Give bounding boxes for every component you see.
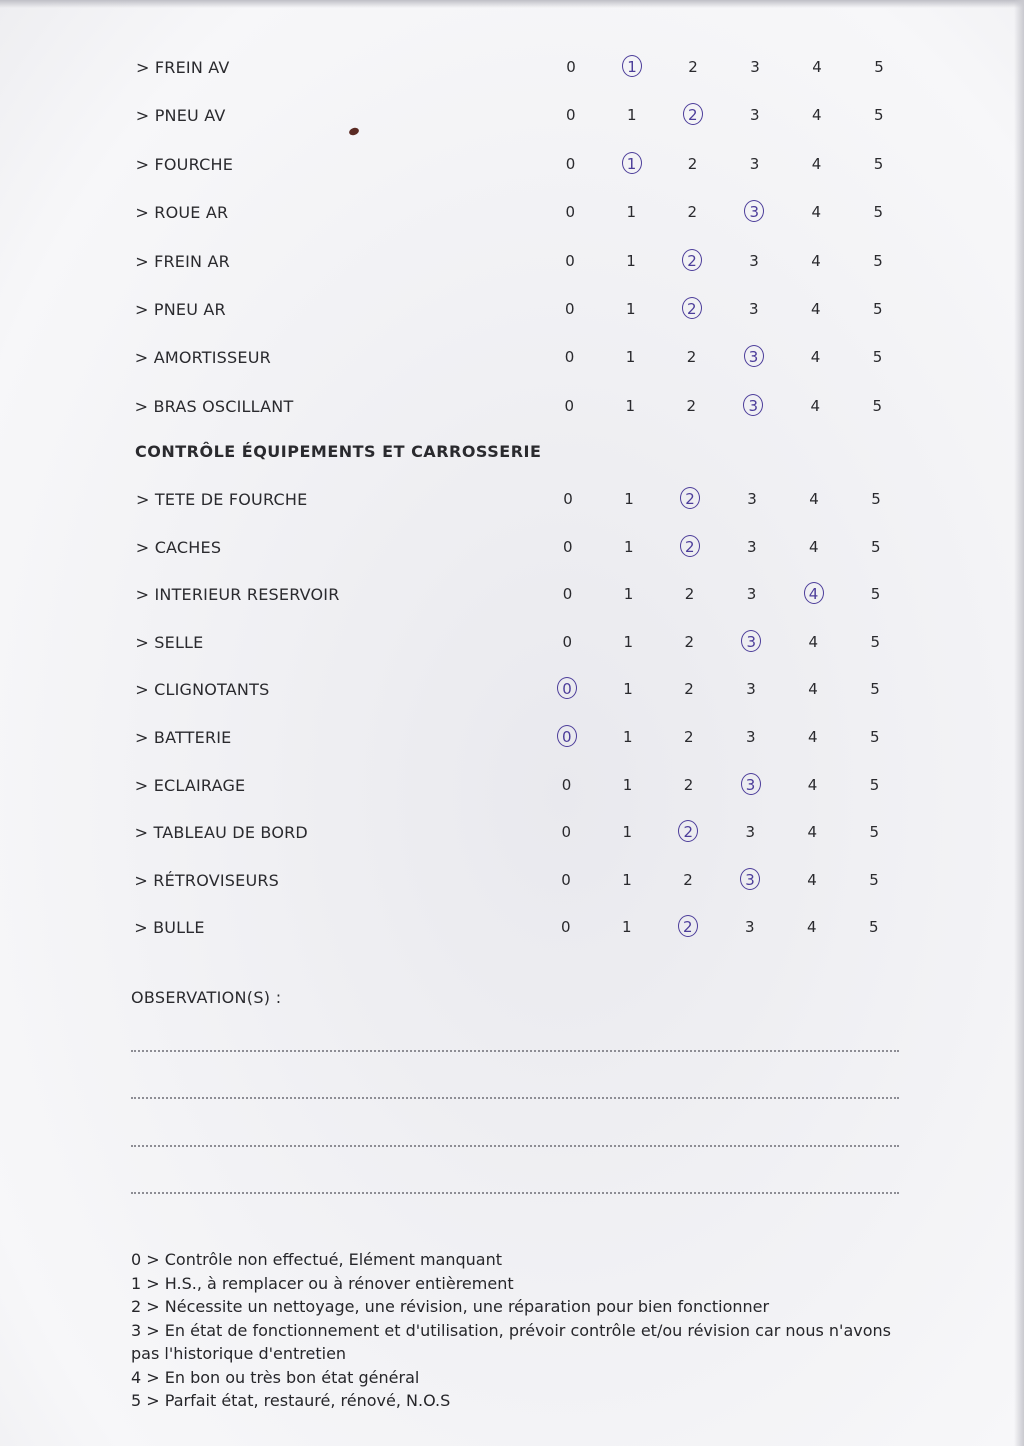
checklist-row: [0, 676, 1024, 704]
score-option[interactable]: 3: [745, 823, 756, 842]
score-option[interactable]: 1: [622, 728, 633, 746]
score-option[interactable]: 0: [561, 728, 572, 746]
checklist-row: [0, 819, 1024, 847]
legend-item: 1 > H.S., à remplacer ou à rénover entièrement: [131, 1273, 514, 1293]
score-option[interactable]: 4: [811, 251, 821, 270]
checklist-item-label: > CLIGNOTANTS: [135, 680, 270, 700]
score-option[interactable]: 5: [874, 58, 884, 76]
score-option[interactable]: 1: [627, 58, 637, 76]
score-option[interactable]: 2: [683, 775, 694, 794]
score-option[interactable]: 2: [684, 585, 695, 604]
score-option[interactable]: 1: [623, 537, 634, 556]
score-option[interactable]: 0: [562, 680, 572, 699]
score-option[interactable]: 4: [807, 775, 818, 794]
checklist-row: [0, 772, 1024, 800]
score-option[interactable]: 2: [684, 680, 694, 699]
score-option[interactable]: 4: [811, 154, 822, 173]
checklist-item-label: > BRAS OSCILLANT: [134, 396, 294, 416]
score-option[interactable]: 1: [626, 154, 637, 173]
score-option[interactable]: 3: [745, 870, 755, 889]
score-option[interactable]: 4: [810, 348, 821, 367]
score-option[interactable]: 3: [745, 728, 756, 746]
rating-legend: [131, 1248, 891, 1413]
score-option[interactable]: 3: [746, 680, 756, 699]
score-option[interactable]: 4: [808, 632, 819, 651]
score-option[interactable]: 3: [749, 106, 760, 125]
score-option[interactable]: 4: [806, 918, 817, 937]
score-option[interactable]: 2: [684, 632, 695, 651]
score-option[interactable]: 0: [564, 396, 575, 415]
checklist-row: [0, 248, 1024, 276]
score-option[interactable]: 5: [870, 632, 881, 651]
score-option[interactable]: 0: [562, 537, 573, 556]
score-option[interactable]: 3: [748, 396, 759, 415]
score-option[interactable]: 1: [623, 680, 633, 699]
score-option[interactable]: 5: [873, 154, 884, 173]
checklist-item-label: > SELLE: [135, 632, 204, 652]
checklist-item-label: > ECLAIRAGE: [134, 775, 246, 795]
score-option[interactable]: 0: [566, 58, 576, 76]
legend-item: 2 > Nécessite un nettoyage, une révision, une réparation pour bien fonctionner: [131, 1297, 770, 1316]
checklist-item-label: > FREIN AV: [136, 58, 230, 77]
legend-item: 0 > Contrôle non effectué, Elément manquant: [131, 1250, 502, 1269]
score-option[interactable]: 5: [868, 918, 879, 937]
score-option[interactable]: 2: [685, 490, 695, 508]
score-option[interactable]: 1: [625, 396, 636, 415]
observations-label: OBSERVATION(S) :: [131, 988, 282, 1007]
score-option[interactable]: 4: [807, 823, 818, 842]
score-option[interactable]: 4: [811, 106, 822, 125]
score-option[interactable]: 2: [686, 348, 697, 367]
score-option[interactable]: 2: [683, 728, 694, 746]
score-option[interactable]: 5: [869, 775, 880, 794]
score-option[interactable]: 1: [621, 918, 632, 937]
score-option[interactable]: 1: [622, 823, 633, 842]
observation-line[interactable]: [131, 1192, 899, 1194]
score-option[interactable]: 1: [626, 106, 637, 125]
score-option[interactable]: 0: [561, 775, 572, 794]
score-option[interactable]: 0: [561, 870, 571, 889]
score-option[interactable]: 4: [808, 585, 819, 604]
score-option[interactable]: 4: [809, 490, 819, 508]
score-option[interactable]: 2: [683, 823, 694, 842]
checklist-row: [0, 393, 1024, 421]
checklist-item-label: > FREIN AR: [135, 251, 230, 271]
score-option[interactable]: 0: [560, 918, 571, 937]
legend-item: 4 > En bon ou très bon état général: [131, 1367, 420, 1387]
score-option[interactable]: 3: [748, 300, 759, 318]
checklist-row: [0, 534, 1024, 562]
checklist-item-label: > PNEU AV: [135, 106, 226, 126]
checklist-row: [0, 629, 1024, 657]
score-option[interactable]: 3: [749, 154, 760, 173]
checklist-item-label: > BATTERIE: [135, 728, 232, 747]
score-option[interactable]: 2: [686, 300, 697, 318]
checklist-row: [0, 914, 1024, 942]
score-option[interactable]: 0: [564, 348, 575, 367]
score-option[interactable]: 1: [626, 251, 636, 270]
score-option[interactable]: 3: [749, 251, 759, 270]
score-option[interactable]: 3: [745, 775, 756, 794]
score-option[interactable]: 0: [565, 203, 576, 222]
score-option[interactable]: 1: [623, 632, 634, 651]
score-option[interactable]: 5: [872, 348, 883, 367]
checklist-row: [0, 54, 1024, 82]
score-option[interactable]: 1: [625, 300, 636, 318]
score-option[interactable]: 5: [873, 251, 883, 270]
checklist-item-label: > TABLEAU DE BORD: [134, 823, 308, 843]
score-option[interactable]: 3: [746, 632, 757, 651]
score-option[interactable]: 1: [625, 348, 636, 367]
score-option[interactable]: 5: [869, 823, 880, 842]
score-option[interactable]: 0: [563, 490, 573, 508]
checklist-item-label: > BULLE: [134, 918, 205, 938]
score-option[interactable]: 4: [812, 58, 822, 76]
score-option[interactable]: 2: [687, 106, 698, 125]
score-option[interactable]: 0: [561, 823, 572, 842]
score-option[interactable]: 2: [687, 203, 698, 222]
checklist-item-label: > ROUE AR: [135, 203, 229, 223]
score-option[interactable]: 2: [683, 870, 693, 889]
score-option[interactable]: 0: [565, 106, 576, 125]
score-option[interactable]: 1: [624, 490, 634, 508]
score-option[interactable]: 3: [744, 918, 755, 937]
checklist-row: [0, 102, 1024, 130]
score-option[interactable]: 1: [623, 585, 634, 604]
score-option[interactable]: 4: [807, 728, 818, 746]
legend-item: 5 > Parfait état, restauré, rénové, N.O.S: [131, 1391, 451, 1410]
score-option[interactable]: 2: [684, 537, 695, 556]
score-option[interactable]: 3: [750, 58, 760, 76]
score-option[interactable]: 5: [871, 490, 881, 508]
score-option[interactable]: 5: [870, 585, 881, 604]
score-option[interactable]: 0: [562, 632, 573, 651]
checklist-item-label: > CACHES: [135, 537, 222, 557]
checklist-row: [0, 296, 1024, 324]
score-option[interactable]: 2: [688, 58, 698, 76]
score-option[interactable]: 3: [748, 348, 759, 367]
checklist-item-label: > INTERIEUR RESERVOIR: [135, 585, 340, 605]
checklist-item-label: > RÉTROVISEURS: [134, 870, 280, 890]
score-option[interactable]: 3: [747, 490, 757, 508]
score-option[interactable]: 0: [565, 154, 576, 173]
score-option[interactable]: 0: [565, 251, 575, 270]
score-option[interactable]: 2: [687, 251, 697, 270]
score-option[interactable]: 5: [869, 728, 880, 746]
score-option[interactable]: 5: [872, 300, 883, 318]
legend-item: 3 > En état de fonctionnement et d'utilisation, prévoir contrôle et/ou révision car nous n'avons pas l'historique d'entretien: [131, 1320, 891, 1363]
score-option[interactable]: 0: [564, 300, 575, 318]
observation-line[interactable]: [131, 1145, 899, 1147]
checklist-item-label: > TETE DE FOURCHE: [136, 490, 308, 509]
score-option[interactable]: 3: [746, 585, 757, 604]
score-option[interactable]: 5: [870, 537, 881, 556]
score-option[interactable]: 4: [811, 203, 822, 222]
checklist-item-label: > PNEU AR: [135, 300, 226, 319]
checklist-row: [0, 867, 1024, 895]
score-option[interactable]: 5: [869, 870, 879, 889]
score-option[interactable]: 4: [810, 300, 821, 318]
observation-line[interactable]: [131, 1050, 899, 1052]
score-option[interactable]: 4: [808, 537, 819, 556]
score-option[interactable]: 1: [622, 870, 632, 889]
score-option[interactable]: 2: [686, 396, 697, 415]
score-option[interactable]: 5: [873, 203, 884, 222]
checklist-item-label: > FOURCHE: [135, 154, 234, 174]
checklist-item-label: > AMORTISSEUR: [134, 348, 271, 368]
score-option[interactable]: 1: [622, 775, 633, 794]
checklist-row: [0, 151, 1024, 179]
score-option[interactable]: 1: [626, 203, 637, 222]
score-option[interactable]: 5: [870, 680, 880, 699]
score-option[interactable]: 0: [562, 585, 573, 604]
score-option[interactable]: 4: [810, 396, 821, 415]
checklist-row: [0, 199, 1024, 227]
observation-line[interactable]: [131, 1097, 899, 1099]
score-option[interactable]: 4: [808, 680, 818, 699]
score-option[interactable]: 5: [872, 396, 883, 415]
checklist-row: [0, 344, 1024, 372]
score-option[interactable]: 3: [746, 537, 757, 556]
score-option[interactable]: 3: [749, 203, 760, 222]
score-option[interactable]: 2: [687, 154, 698, 173]
score-option[interactable]: 4: [807, 870, 817, 889]
checklist-row: [0, 486, 1024, 514]
section-heading-equipment: CONTRÔLE ÉQUIPEMENTS ET CARROSSERIE: [135, 442, 542, 461]
checklist-row: [0, 581, 1024, 609]
score-option[interactable]: 2: [682, 918, 693, 937]
score-option[interactable]: 5: [873, 106, 884, 125]
checklist-row: [0, 724, 1024, 752]
